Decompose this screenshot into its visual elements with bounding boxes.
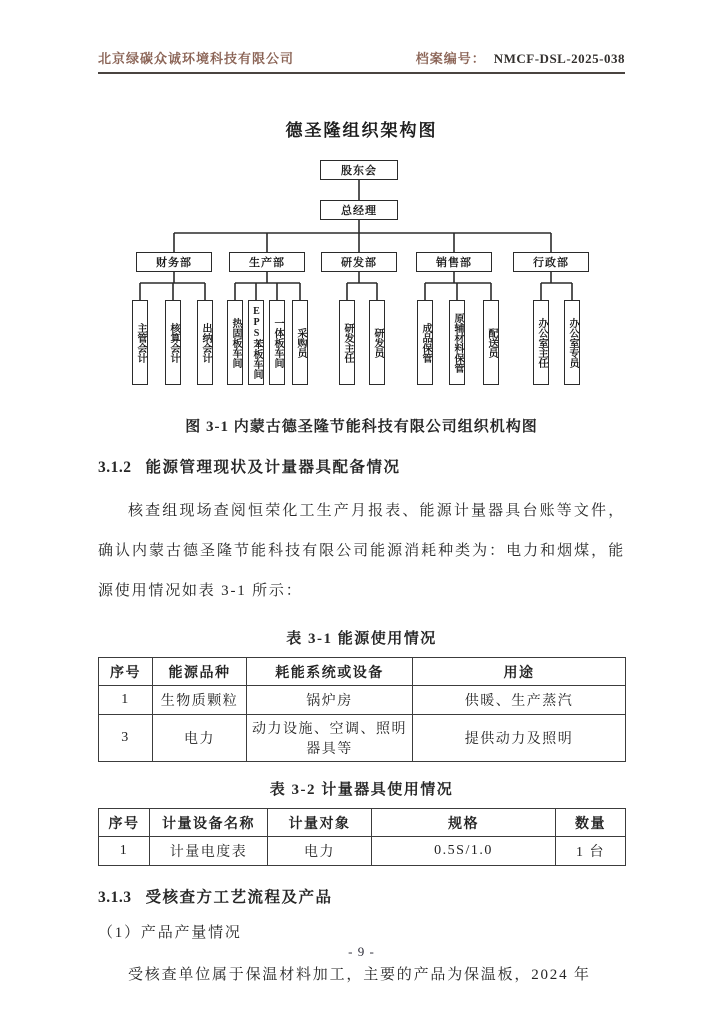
table-cell: 生物质颗粒 (153, 686, 247, 715)
page-header (98, 0, 625, 74)
table-cell: 供暖、生产蒸汽 (413, 686, 626, 715)
table-cell: 1 台 (556, 837, 626, 866)
col-header: 规格 (372, 809, 556, 837)
org-node-rnd-director: 研发主任 (339, 300, 355, 385)
org-node-sales-dept: 销售部 (416, 252, 492, 272)
org-node-cashier-accountant: 出纳会计 (197, 300, 213, 385)
org-node-admin-dept: 行政部 (513, 252, 589, 272)
org-node-production-dept: 生产部 (229, 252, 305, 272)
org-node-office-director: 办公室主任 (533, 300, 549, 385)
table-cell: 3 (99, 715, 153, 762)
org-node-product-keeper: 成品保管 (417, 300, 433, 385)
archive-label: 档案编号： (415, 51, 486, 66)
section-title: 受核查方工艺流程及产品 (145, 889, 333, 906)
org-node-chief-accountant: 主管会计 (132, 300, 148, 385)
org-node-office-clerk: 办公室专员 (564, 300, 580, 385)
col-header: 计量设备名称 (150, 809, 268, 837)
table-cell: 提供动力及照明 (413, 715, 626, 762)
col-header: 能源品种 (153, 658, 247, 686)
org-node-general-manager: 总经理 (320, 200, 398, 220)
table-row (99, 715, 626, 762)
table-cell: 动力设施、空调、照明器具等 (247, 715, 413, 762)
section-heading-312 (98, 455, 625, 477)
org-node-integrated-workshop: 一体板车间 (269, 300, 285, 385)
table1-title: 表 3-1 能源使用情况 (286, 631, 437, 647)
paragraph-energy-overview: 核查组现场查阅恒荣化工生产月报表、能源计量器具台账等文件，确认内蒙古德圣隆节能科技有限公司能源消耗种类为：电力和烟煤，能源使用情况如表 3-1 所示： (98, 503, 625, 599)
org-node-rnd-staff: 研发员 (369, 300, 385, 385)
energy-use-table (98, 657, 626, 762)
col-header: 用途 (413, 658, 626, 686)
org-chart (98, 155, 625, 393)
org-node-finance-dept: 财务部 (136, 252, 212, 272)
org-node-deliverer: 配送员 (483, 300, 499, 385)
section-number: 3.1.3 (98, 889, 132, 906)
table-cell: 计量电度表 (150, 837, 268, 866)
col-header: 序号 (99, 658, 153, 686)
org-node-cost-accountant: 核算会计 (165, 300, 181, 385)
paragraph-product-intro: 受核查单位属于保温材料加工，主要的产品为保温板，2024 年 (128, 967, 591, 983)
item-product-output: （1）产品产量情况 (98, 925, 242, 941)
section-number: 3.1.2 (98, 459, 132, 476)
archive-value: NMCF-DSL-2025-038 (493, 51, 625, 66)
org-node-purchaser: 采购员 (292, 300, 308, 385)
col-header: 数量 (556, 809, 626, 837)
col-header: 耗能系统或设备 (247, 658, 413, 686)
page-number: - 9 - (348, 944, 375, 959)
table-cell: 0.5S/1.0 (372, 837, 556, 866)
archive-number (416, 48, 625, 67)
table-cell: 电力 (153, 715, 247, 762)
section-title: 能源管理现状及计量器具配备情况 (145, 459, 401, 476)
table-header-row (99, 658, 626, 686)
org-chart-title: 德圣隆组织架构图 (285, 121, 438, 140)
table-cell: 1 (99, 686, 153, 715)
org-node-shareholders: 股东会 (320, 160, 398, 180)
table-cell: 锅炉房 (247, 686, 413, 715)
org-node-rnd-dept: 研发部 (321, 252, 397, 272)
table-row (99, 686, 626, 715)
table-cell: 电力 (268, 837, 372, 866)
org-node-material-keeper: 原辅材料保管 (449, 300, 465, 385)
table-header-row (99, 809, 626, 837)
col-header: 序号 (99, 809, 150, 837)
org-node-thermoset-workshop: 热固板车间 (227, 300, 243, 385)
company-name: 北京绿碳众诚环境科技有限公司 (98, 51, 295, 66)
metering-device-table (98, 808, 626, 866)
section-heading-313 (98, 885, 625, 907)
col-header: 计量对象 (268, 809, 372, 837)
table-row (99, 837, 626, 866)
org-node-eps-workshop: EPS苯板车间 (248, 300, 264, 385)
figure-caption: 图 3-1 内蒙古德圣隆节能科技有限公司组织机构图 (185, 419, 538, 435)
table2-title: 表 3-2 计量器具使用情况 (269, 782, 454, 798)
table-cell: 1 (99, 837, 150, 866)
